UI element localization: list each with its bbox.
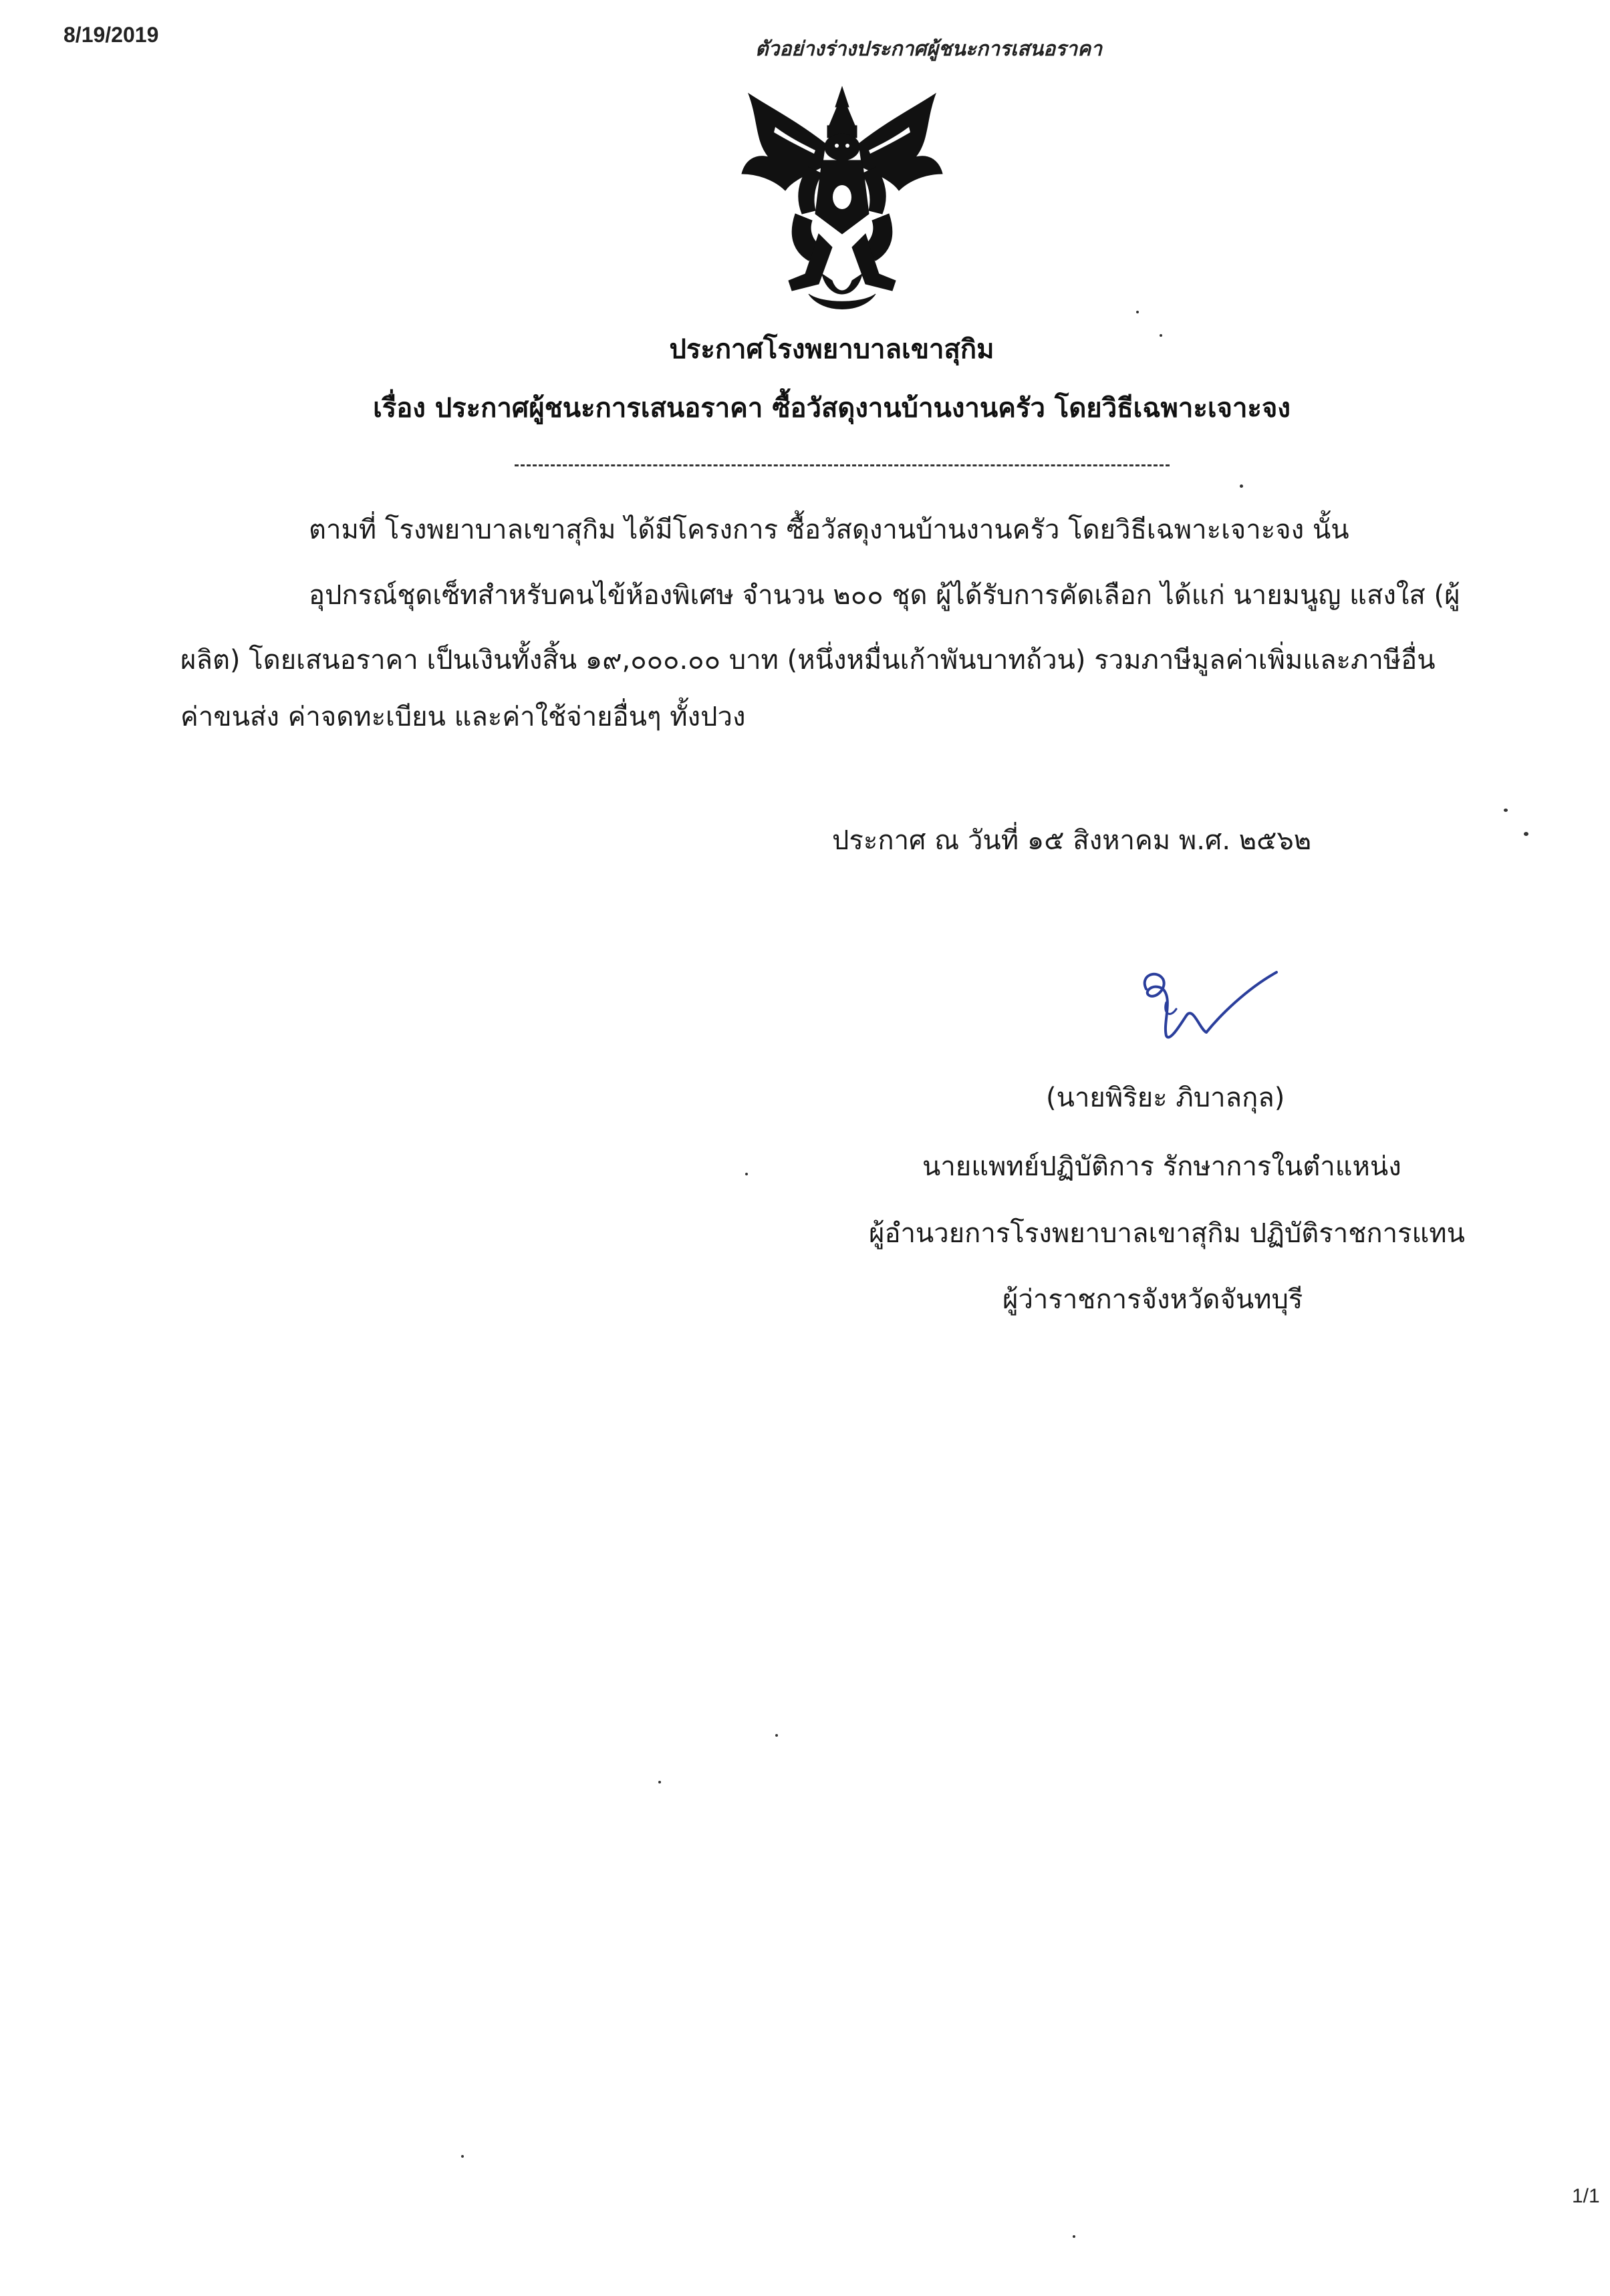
scan-speck bbox=[1240, 484, 1243, 488]
body-line-4: ค่าขนส่ง ค่าจดทะเบียน และค่าใช้จ่ายอื่นๆ ทั้งปวง bbox=[180, 702, 746, 732]
page-number: 1/1 bbox=[1572, 2185, 1600, 2207]
signatory-position-1: นายแพทย์ปฏิบัติการ รักษาการในตำแหน่ง bbox=[922, 1151, 1401, 1182]
signatory-position-3: ผู้ว่าราชการจังหวัดจันทบุรี bbox=[1002, 1284, 1303, 1315]
announce-date: ประกาศ ณ วันที่ ๑๕ สิงหาคม พ.ศ. ๒๕๖๒ bbox=[832, 825, 1312, 856]
scan-speck bbox=[775, 1734, 778, 1737]
announcement-title: ประกาศโรงพยาบาลเขาสุกิม bbox=[669, 334, 994, 365]
signatory-position-2: ผู้อำนวยการโรงพยาบาลเขาสุกิม ปฏิบัติราชการแทน bbox=[869, 1218, 1466, 1249]
body-line-2: อุปกรณ์ชุดเซ็ทสำหรับคนไข้ห้องพิเศษ จำนวน ๒๐๐ ชุด ผู้ได้รับการคัดเลือก ได้แก่ นายมนูญ แสงใส (ผู้ bbox=[309, 580, 1460, 611]
print-header-title: ตัวอย่างร่างประกาศผู้ชนะการเสนอราคา bbox=[755, 37, 1102, 61]
scan-speck bbox=[461, 2155, 464, 2158]
scan-speck bbox=[1136, 311, 1139, 313]
scan-speck bbox=[1504, 809, 1508, 812]
body-line-3: ผลิต) โดยเสนอราคา เป็นเงินทั้งสิ้น ๑๙,๐๐๐.๐๐ บาท (หนึ่งหมื่นเก้าพันบาทถ้วน) รวมภาษีมูลค่าเพิ่มและภาษีอื่น bbox=[180, 645, 1436, 676]
scan-speck bbox=[1160, 334, 1162, 337]
announcement-subject: เรื่อง ประกาศผู้ชนะการเสนอราคา ซื้อวัสดุงานบ้านงานครัว โดยวิธีเฉพาะเจาะจง bbox=[373, 393, 1291, 424]
print-date: 8/19/2019 bbox=[63, 23, 159, 47]
scan-speck bbox=[1524, 832, 1528, 836]
scan-speck bbox=[658, 1781, 661, 1783]
scan-speck bbox=[745, 1173, 748, 1175]
garuda-emblem-icon bbox=[728, 80, 956, 321]
signatory-name: (นายพิริยะ ภิบาลกุล) bbox=[1046, 1083, 1285, 1113]
divider-rule bbox=[515, 464, 1170, 466]
scan-speck bbox=[1073, 2235, 1075, 2238]
signature-icon bbox=[1126, 962, 1287, 1049]
body-line-1: ตามที่ โรงพยาบาลเขาสุกิม ได้มีโครงการ ซื้อวัสดุงานบ้านงานครัว โดยวิธีเฉพาะเจาะจง นั้น bbox=[309, 515, 1349, 545]
